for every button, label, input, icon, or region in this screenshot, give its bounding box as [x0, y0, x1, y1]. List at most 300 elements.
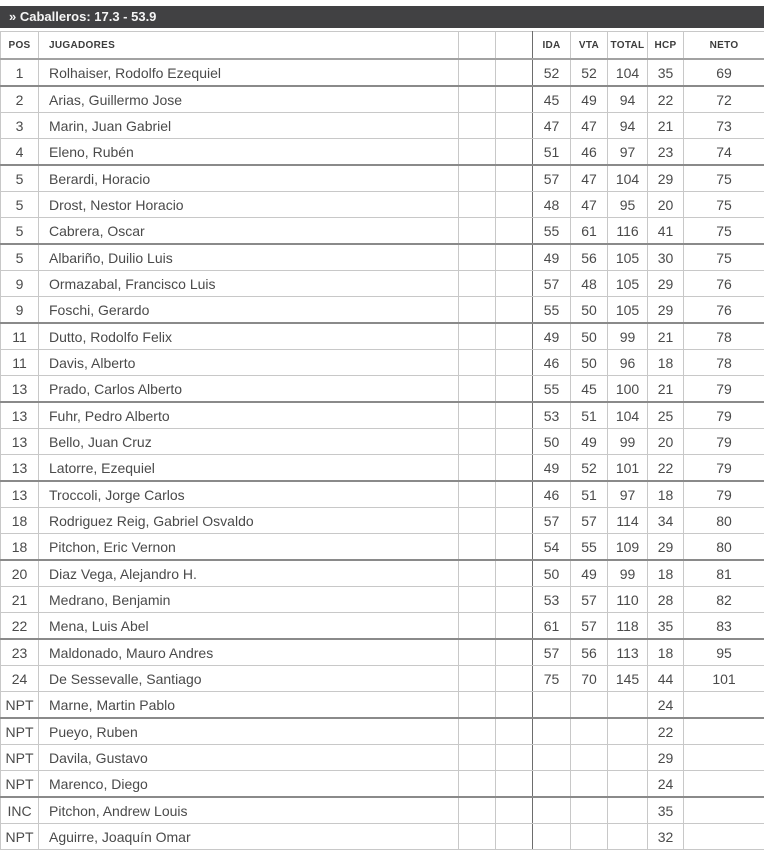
cell-pos: 22 [1, 613, 39, 640]
cell-pos: NPT [1, 771, 39, 798]
cell-neto: 79 [684, 481, 764, 508]
table-row [1, 113, 764, 139]
cell-empty-1 [459, 350, 496, 376]
cell-empty-1 [459, 455, 496, 482]
section-title: » Caballeros: 17.3 - 53.9 [9, 9, 156, 24]
cell-ida: 48 [533, 192, 571, 218]
cell-ida [533, 797, 571, 824]
cell-empty-1 [459, 218, 496, 245]
cell-ida: 53 [533, 587, 571, 613]
cell-empty-2 [496, 244, 533, 271]
cell-empty-1 [459, 771, 496, 798]
cell-vta [571, 797, 608, 824]
cell-player-name: Ormazabal, Francisco Luis [39, 271, 459, 297]
cell-player-name: Davis, Alberto [39, 350, 459, 376]
table-row [1, 613, 764, 640]
cell-vta: 47 [571, 192, 608, 218]
cell-empty-2 [496, 59, 533, 86]
cell-total: 110 [608, 587, 648, 613]
cell-vta: 46 [571, 139, 608, 166]
cell-hcp: 21 [648, 376, 684, 403]
cell-total: 94 [608, 86, 648, 113]
cell-total: 105 [608, 271, 648, 297]
cell-ida: 54 [533, 534, 571, 561]
table-row [1, 560, 764, 587]
cell-empty-1 [459, 692, 496, 719]
cell-player-name: Bello, Juan Cruz [39, 429, 459, 455]
cell-neto: 79 [684, 429, 764, 455]
cell-vta: 51 [571, 481, 608, 508]
cell-ida: 46 [533, 350, 571, 376]
cell-vta: 70 [571, 666, 608, 692]
cell-player-name: Aguirre, Joaquín Omar [39, 824, 459, 850]
cell-neto: 73 [684, 113, 764, 139]
cell-total: 104 [608, 402, 648, 429]
cell-player-name: Davila, Gustavo [39, 745, 459, 771]
cell-ida: 47 [533, 113, 571, 139]
cell-pos: NPT [1, 718, 39, 745]
cell-hcp: 25 [648, 402, 684, 429]
cell-pos: 3 [1, 113, 39, 139]
cell-neto: 76 [684, 297, 764, 324]
cell-neto: 79 [684, 376, 764, 403]
cell-player-name: Prado, Carlos Alberto [39, 376, 459, 403]
cell-hcp: 35 [648, 797, 684, 824]
cell-empty-2 [496, 508, 533, 534]
cell-pos: INC [1, 797, 39, 824]
cell-player-name: Diaz Vega, Alejandro H. [39, 560, 459, 587]
cell-total: 109 [608, 534, 648, 561]
cell-vta: 49 [571, 86, 608, 113]
table-row [1, 165, 764, 192]
table-row [1, 139, 764, 166]
cell-empty-2 [496, 139, 533, 166]
cell-empty-2 [496, 534, 533, 561]
cell-hcp: 24 [648, 771, 684, 798]
cell-pos: 11 [1, 323, 39, 350]
cell-player-name: Cabrera, Oscar [39, 218, 459, 245]
cell-empty-2 [496, 192, 533, 218]
cell-pos: 18 [1, 508, 39, 534]
cell-neto: 74 [684, 139, 764, 166]
col-header-total: TOTAL [608, 32, 648, 60]
cell-pos: 13 [1, 481, 39, 508]
cell-vta: 51 [571, 402, 608, 429]
cell-empty-2 [496, 797, 533, 824]
cell-neto [684, 718, 764, 745]
cell-hcp: 34 [648, 508, 684, 534]
cell-empty-1 [459, 376, 496, 403]
cell-neto: 78 [684, 350, 764, 376]
cell-total: 104 [608, 59, 648, 86]
cell-vta: 55 [571, 534, 608, 561]
cell-hcp: 21 [648, 323, 684, 350]
cell-ida: 55 [533, 376, 571, 403]
cell-total: 97 [608, 481, 648, 508]
cell-player-name: Pitchon, Eric Vernon [39, 534, 459, 561]
cell-hcp: 20 [648, 192, 684, 218]
table-row [1, 86, 764, 113]
cell-player-name: Berardi, Horacio [39, 165, 459, 192]
cell-empty-1 [459, 745, 496, 771]
cell-empty-1 [459, 271, 496, 297]
table-row [1, 192, 764, 218]
cell-empty-2 [496, 297, 533, 324]
cell-hcp: 18 [648, 350, 684, 376]
table-row [1, 455, 764, 482]
section-header-caballeros[interactable] [0, 6, 764, 28]
cell-ida [533, 824, 571, 850]
table-row [1, 692, 764, 719]
col-header-ida: IDA [533, 32, 571, 60]
col-header-vta: VTA [571, 32, 608, 60]
cell-pos: 21 [1, 587, 39, 613]
cell-total: 94 [608, 113, 648, 139]
cell-empty-1 [459, 508, 496, 534]
cell-ida: 50 [533, 429, 571, 455]
cell-vta: 49 [571, 560, 608, 587]
table-row [1, 771, 764, 798]
cell-neto: 78 [684, 323, 764, 350]
cell-player-name: Rolhaiser, Rodolfo Ezequiel [39, 59, 459, 86]
cell-hcp: 44 [648, 666, 684, 692]
cell-empty-1 [459, 639, 496, 666]
cell-empty-1 [459, 323, 496, 350]
cell-empty-2 [496, 745, 533, 771]
cell-ida: 49 [533, 244, 571, 271]
cell-ida: 51 [533, 139, 571, 166]
cell-hcp: 29 [648, 297, 684, 324]
cell-total [608, 797, 648, 824]
cell-hcp: 21 [648, 113, 684, 139]
cell-empty-1 [459, 139, 496, 166]
table-row [1, 481, 764, 508]
table-row [1, 534, 764, 561]
table-row [1, 429, 764, 455]
cell-hcp: 29 [648, 534, 684, 561]
table-header-row [1, 32, 764, 60]
cell-vta: 52 [571, 59, 608, 86]
cell-total: 145 [608, 666, 648, 692]
table-row [1, 402, 764, 429]
cell-vta [571, 745, 608, 771]
cell-neto: 72 [684, 86, 764, 113]
cell-ida: 61 [533, 613, 571, 640]
cell-neto [684, 771, 764, 798]
cell-hcp: 20 [648, 429, 684, 455]
col-header-pos: POS [1, 32, 39, 60]
cell-neto [684, 745, 764, 771]
cell-total [608, 692, 648, 719]
cell-player-name: Maldonado, Mauro Andres [39, 639, 459, 666]
cell-player-name: Troccoli, Jorge Carlos [39, 481, 459, 508]
cell-neto: 75 [684, 244, 764, 271]
cell-hcp: 23 [648, 139, 684, 166]
cell-pos: 5 [1, 244, 39, 271]
table-row [1, 797, 764, 824]
cell-pos: NPT [1, 692, 39, 719]
cell-empty-1 [459, 560, 496, 587]
cell-empty-1 [459, 666, 496, 692]
cell-vta: 47 [571, 113, 608, 139]
cell-pos: 13 [1, 376, 39, 403]
cell-ida: 55 [533, 218, 571, 245]
cell-neto: 81 [684, 560, 764, 587]
cell-hcp: 24 [648, 692, 684, 719]
cell-pos: 5 [1, 165, 39, 192]
table-row [1, 824, 764, 850]
cell-ida: 55 [533, 297, 571, 324]
cell-pos: NPT [1, 745, 39, 771]
cell-empty-1 [459, 113, 496, 139]
cell-neto: 75 [684, 192, 764, 218]
cell-player-name: Marenco, Diego [39, 771, 459, 798]
cell-vta: 56 [571, 244, 608, 271]
cell-player-name: Fuhr, Pedro Alberto [39, 402, 459, 429]
col-header-empty-2 [496, 32, 533, 60]
cell-neto: 82 [684, 587, 764, 613]
cell-hcp: 32 [648, 824, 684, 850]
cell-vta: 47 [571, 165, 608, 192]
col-header-jugadores: JUGADORES [39, 32, 459, 60]
cell-empty-2 [496, 824, 533, 850]
cell-total: 99 [608, 560, 648, 587]
cell-neto: 75 [684, 165, 764, 192]
cell-empty-1 [459, 481, 496, 508]
cell-total [608, 718, 648, 745]
cell-neto: 83 [684, 613, 764, 640]
cell-total [608, 745, 648, 771]
cell-total: 118 [608, 613, 648, 640]
cell-empty-1 [459, 534, 496, 561]
cell-empty-2 [496, 455, 533, 482]
cell-ida: 52 [533, 59, 571, 86]
cell-pos: 13 [1, 402, 39, 429]
table-row [1, 376, 764, 403]
cell-ida: 57 [533, 639, 571, 666]
cell-total [608, 771, 648, 798]
table-row [1, 271, 764, 297]
cell-empty-2 [496, 218, 533, 245]
cell-ida [533, 771, 571, 798]
cell-hcp: 28 [648, 587, 684, 613]
cell-player-name: Pitchon, Andrew Louis [39, 797, 459, 824]
cell-ida [533, 718, 571, 745]
cell-empty-1 [459, 797, 496, 824]
cell-total: 113 [608, 639, 648, 666]
cell-empty-2 [496, 771, 533, 798]
table-row [1, 297, 764, 324]
table-row [1, 666, 764, 692]
cell-ida: 57 [533, 271, 571, 297]
cell-total: 104 [608, 165, 648, 192]
cell-empty-1 [459, 718, 496, 745]
cell-total: 114 [608, 508, 648, 534]
cell-vta: 57 [571, 587, 608, 613]
cell-hcp: 35 [648, 613, 684, 640]
cell-pos: 2 [1, 86, 39, 113]
cell-empty-1 [459, 402, 496, 429]
col-header-neto: NETO [684, 32, 764, 60]
cell-hcp: 18 [648, 481, 684, 508]
cell-empty-1 [459, 244, 496, 271]
cell-player-name: Mena, Luis Abel [39, 613, 459, 640]
cell-total: 100 [608, 376, 648, 403]
cell-hcp: 35 [648, 59, 684, 86]
table-row [1, 718, 764, 745]
cell-neto: 80 [684, 534, 764, 561]
cell-ida: 50 [533, 560, 571, 587]
cell-pos: 5 [1, 218, 39, 245]
cell-player-name: Medrano, Benjamin [39, 587, 459, 613]
col-header-hcp: HCP [648, 32, 684, 60]
cell-player-name: Rodriguez Reig, Gabriel Osvaldo [39, 508, 459, 534]
cell-player-name: Latorre, Ezequiel [39, 455, 459, 482]
cell-empty-2 [496, 692, 533, 719]
cell-pos: 18 [1, 534, 39, 561]
cell-player-name: Foschi, Gerardo [39, 297, 459, 324]
cell-ida: 57 [533, 165, 571, 192]
cell-ida: 49 [533, 455, 571, 482]
cell-pos: 20 [1, 560, 39, 587]
cell-total: 105 [608, 297, 648, 324]
cell-ida: 75 [533, 666, 571, 692]
cell-hcp: 41 [648, 218, 684, 245]
cell-neto: 101 [684, 666, 764, 692]
cell-ida: 46 [533, 481, 571, 508]
cell-vta: 48 [571, 271, 608, 297]
cell-empty-1 [459, 192, 496, 218]
table-row [1, 218, 764, 245]
cell-neto: 76 [684, 271, 764, 297]
cell-vta: 56 [571, 639, 608, 666]
cell-vta: 49 [571, 429, 608, 455]
cell-empty-1 [459, 297, 496, 324]
cell-ida [533, 745, 571, 771]
cell-empty-2 [496, 402, 533, 429]
cell-empty-2 [496, 165, 533, 192]
cell-vta: 45 [571, 376, 608, 403]
cell-total: 101 [608, 455, 648, 482]
cell-hcp: 29 [648, 165, 684, 192]
cell-vta: 50 [571, 350, 608, 376]
cell-pos: 9 [1, 271, 39, 297]
cell-player-name: Eleno, Rubén [39, 139, 459, 166]
table-row [1, 508, 764, 534]
cell-pos: 24 [1, 666, 39, 692]
cell-hcp: 22 [648, 86, 684, 113]
cell-ida: 53 [533, 402, 571, 429]
cell-hcp: 22 [648, 718, 684, 745]
cell-vta: 50 [571, 297, 608, 324]
cell-empty-1 [459, 59, 496, 86]
cell-pos: 4 [1, 139, 39, 166]
cell-empty-2 [496, 481, 533, 508]
cell-empty-2 [496, 613, 533, 640]
cell-player-name: Marne, Martin Pablo [39, 692, 459, 719]
cell-pos: 13 [1, 429, 39, 455]
cell-neto: 95 [684, 639, 764, 666]
cell-player-name: Albariño, Duilio Luis [39, 244, 459, 271]
cell-neto: 80 [684, 508, 764, 534]
cell-ida: 45 [533, 86, 571, 113]
cell-total: 99 [608, 323, 648, 350]
cell-vta: 50 [571, 323, 608, 350]
cell-empty-1 [459, 613, 496, 640]
cell-player-name: Drost, Nestor Horacio [39, 192, 459, 218]
cell-neto: 79 [684, 402, 764, 429]
cell-player-name: Dutto, Rodolfo Felix [39, 323, 459, 350]
cell-player-name: Marin, Juan Gabriel [39, 113, 459, 139]
table-row [1, 745, 764, 771]
cell-total: 97 [608, 139, 648, 166]
cell-empty-1 [459, 86, 496, 113]
cell-vta [571, 824, 608, 850]
results-table-body [1, 59, 764, 850]
cell-empty-2 [496, 113, 533, 139]
cell-pos: 1 [1, 59, 39, 86]
cell-vta [571, 771, 608, 798]
cell-vta [571, 718, 608, 745]
cell-total [608, 824, 648, 850]
cell-empty-2 [496, 376, 533, 403]
cell-hcp: 29 [648, 271, 684, 297]
cell-player-name: De Sessevalle, Santiago [39, 666, 459, 692]
cell-pos: 13 [1, 455, 39, 482]
cell-neto [684, 797, 764, 824]
cell-empty-2 [496, 350, 533, 376]
cell-neto [684, 692, 764, 719]
cell-pos: 11 [1, 350, 39, 376]
cell-total: 96 [608, 350, 648, 376]
cell-vta: 57 [571, 613, 608, 640]
cell-empty-1 [459, 429, 496, 455]
cell-empty-2 [496, 429, 533, 455]
cell-empty-1 [459, 824, 496, 850]
cell-empty-2 [496, 666, 533, 692]
cell-empty-2 [496, 718, 533, 745]
table-row [1, 639, 764, 666]
cell-total: 116 [608, 218, 648, 245]
cell-empty-2 [496, 587, 533, 613]
cell-neto: 75 [684, 218, 764, 245]
cell-empty-2 [496, 323, 533, 350]
cell-vta: 57 [571, 508, 608, 534]
cell-hcp: 30 [648, 244, 684, 271]
cell-total: 99 [608, 429, 648, 455]
table-row [1, 244, 764, 271]
cell-pos: 9 [1, 297, 39, 324]
cell-pos: NPT [1, 824, 39, 850]
table-row [1, 350, 764, 376]
cell-neto: 69 [684, 59, 764, 86]
cell-empty-2 [496, 639, 533, 666]
cell-vta: 52 [571, 455, 608, 482]
cell-hcp: 22 [648, 455, 684, 482]
cell-neto [684, 824, 764, 850]
cell-pos: 23 [1, 639, 39, 666]
col-header-empty-1 [459, 32, 496, 60]
cell-empty-1 [459, 587, 496, 613]
cell-hcp: 29 [648, 745, 684, 771]
cell-ida: 49 [533, 323, 571, 350]
cell-hcp: 18 [648, 639, 684, 666]
table-row [1, 59, 764, 86]
cell-vta: 61 [571, 218, 608, 245]
cell-ida [533, 692, 571, 719]
cell-hcp: 18 [648, 560, 684, 587]
cell-total: 105 [608, 244, 648, 271]
